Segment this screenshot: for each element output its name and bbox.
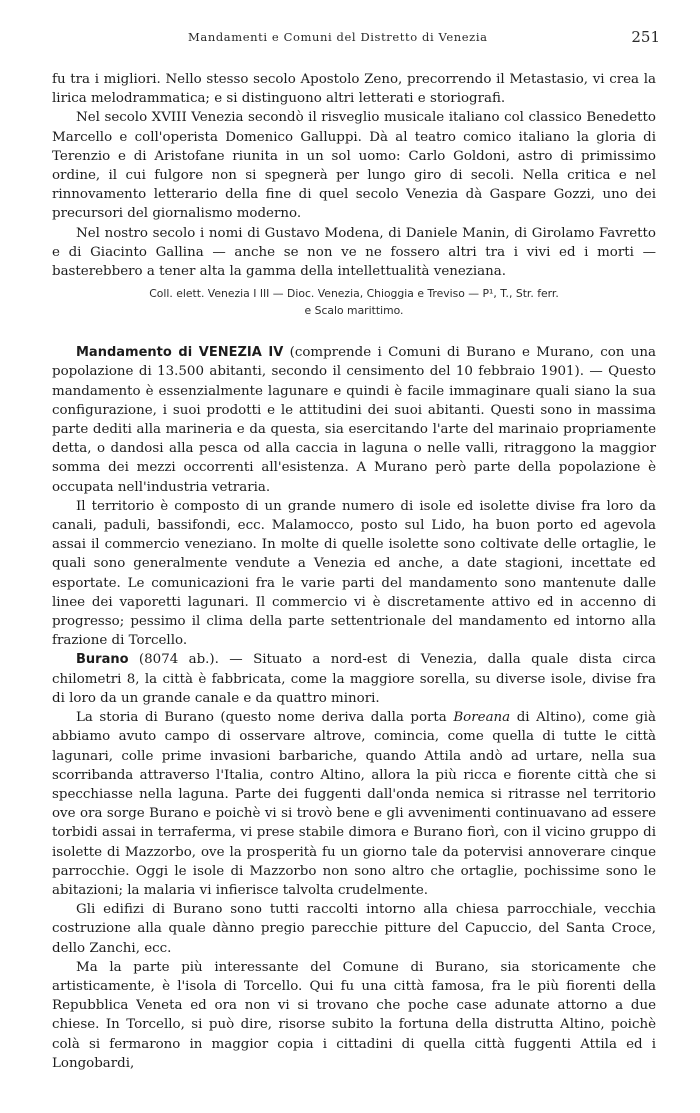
mandamento-text: (comprende i Comuni di Burano e Murano, con una popolazione di 13.500 abitanti, secondo il censimento del 10 febbraio 1901). — Questo mandamento è essenzialmente lagunare e quindi è facile immaginare quali siano la sua configurazione, i suoi prodotti e le attitudini dei suoi abitanti. Questi sono in massima parte dediti alla marineria e da questa, sia esercitando l'arte del marinaio propriamente detta, o dandosi alla pesca od alla caccia in laguna o nelle valli, ritraggono la maggior somma dei mezzi occorrenti all'esistenza. A Murano però parte della popolazione è occupata nell'industria vetraria.: [52, 345, 656, 495]
section-mandamento-venezia-iv: [52, 343, 656, 1073]
mandamento-heading: Mandamento di VENEZIA IV: [76, 345, 284, 361]
collegio-note-line-1: Coll. elett. Venezia I III — Dioc. Venezia, Chioggia e Treviso — P¹, T., Str. ferr.: [149, 287, 559, 301]
paragraph-torcello: Ma la parte più interessante del Comune di Burano, sia storicamente che artisticamente, è l'isola di Torcello. Qui fu una città famosa, fra le più fiorenti della Repubblica Veneta ed ora non vi si trovano che poche case adunate attorno a due chiese. In Torcello, si può dire, risorse subito la fortuna della distrutta Altino, poichè colà si fermarono in maggior copia i cittadini di quella città fuggenti Attila ed i Longobardi,: [52, 959, 656, 1071]
paragraph-nostro-secolo: Nel nostro secolo i nomi di Gustavo Modena, di Daniele Manin, di Girolamo Favretto e di Giacinto Gallina — anche se non ve ne fossero altri tra i vivi ed i morti — basterebbero a tener alta la gamma della intellettualità veneziana.: [52, 225, 656, 280]
storia-text-before: La storia di Burano (questo nome deriva dalla porta: [76, 710, 454, 726]
collegio-note: [52, 285, 656, 319]
paragraph-territorio: Il territorio è composto di un grande numero di isole ed isolette divise fra loro da canali, paduli, bassifondi, ecc. Malamocco, posto sul Lido, ha buon porto ed agevola assai il commercio veneziano. In molte di quelle isolette sono coltivate delle ortaglie, le quali sono generalmente vendute a Venezia ed anche, a date stagioni, incettate ed esportate. Le comunicazioni fra le varie parti del mandamento sono mantenute dalle linee dei vaporetti lagunari. Il commercio vi è discretamente attivo ed in accenno di progresso; pessimo il clima della parte settentrionale del mandamento ed intorno alla frazione di Torcello.: [52, 498, 656, 649]
paragraph-continued: fu tra i migliori. Nello stesso secolo Apostolo Zeno, precorrendo il Metastasio, vi crea la lirica melodrammatica; e si distinguono altri letterati e storiografi.: [52, 72, 656, 107]
burano-text: (8074 ab.). — Situato a nord-est di Venezia, dalla quale dista circa chilometri 8, la città è fabbricata, come la maggiore sorella, su diverse isole, divise fra di loro da un grande canale e da quattro minori.: [52, 652, 656, 706]
paragraph-secolo-xviii: Nel secolo XVIII Venezia secondò il risveglio musicale italiano col classico Benedetto Marcello e coll'operista Domenico Galluppi. Dà al teatro comico italiano la gloria di Terenzio e di Aristofane riunita in un sol uomo: Carlo Goldoni, astro di primissimo ordine, il cui fulgore non si spegnerà per lungo giro di secoli. Nella critica e nel rinnovamento letterario della fine di quel secolo Venezia dà Gaspare Gozzi, uno dei precursori del giornalismo moderno.: [52, 110, 656, 222]
collegio-note-line-2: e Scalo marittimo.: [304, 304, 404, 318]
page-body: [52, 70, 656, 1073]
paragraph-edifizi: Gli edifizi di Burano sono tutti raccolti intorno alla chiesa parrocchiale, vecchia costruzione alla quale dànno pregio parecchie pitture del Capuccio, del Santa Croce, dello Zanchi, ecc.: [52, 902, 656, 956]
paragraph-mandamento: [52, 343, 656, 497]
running-header: [52, 28, 660, 48]
storia-text-after: di Altino), come già abbiamo avuto campo di osservare altrove, comincia, come quella di tutte le città lagunari, colle prime invasioni barbariche, quando Attila andò ad urtare, nella sua scorribanda attraverso l'Italia, contro Altino, allora la più ricca e fiorente città che si specchiasse nella laguna. Parte dei fuggenti dall'onda nemica si ritrasse nel territorio ove ora sorge Burano e poichè vi si trovò bene e gli avvenimenti continuavano ad essere torbidi assai in terraferma, vi prese stabile dimora e Burano fiorì, con il vicino gruppo di isolette di Mazzorbo, ove la prosperità fu un giorno tale da potervisi annoverare cinque parrocchie. Oggi le isole di Mazzorbo non sono altro che ortaglie, pochissime sono le abitazioni; la malaria vi infierisce talvolta crudelmente.: [52, 710, 657, 898]
page-number: 251: [631, 28, 660, 46]
burano-heading: Burano: [76, 652, 129, 668]
storia-italic-term: Boreana: [453, 710, 511, 726]
paragraph-storia-burano: [52, 708, 656, 900]
running-title: Mandamenti e Comuni del Distretto di Venezia: [188, 30, 488, 44]
paragraph-burano: [52, 650, 656, 708]
section-venezia-letterati: [52, 70, 656, 319]
